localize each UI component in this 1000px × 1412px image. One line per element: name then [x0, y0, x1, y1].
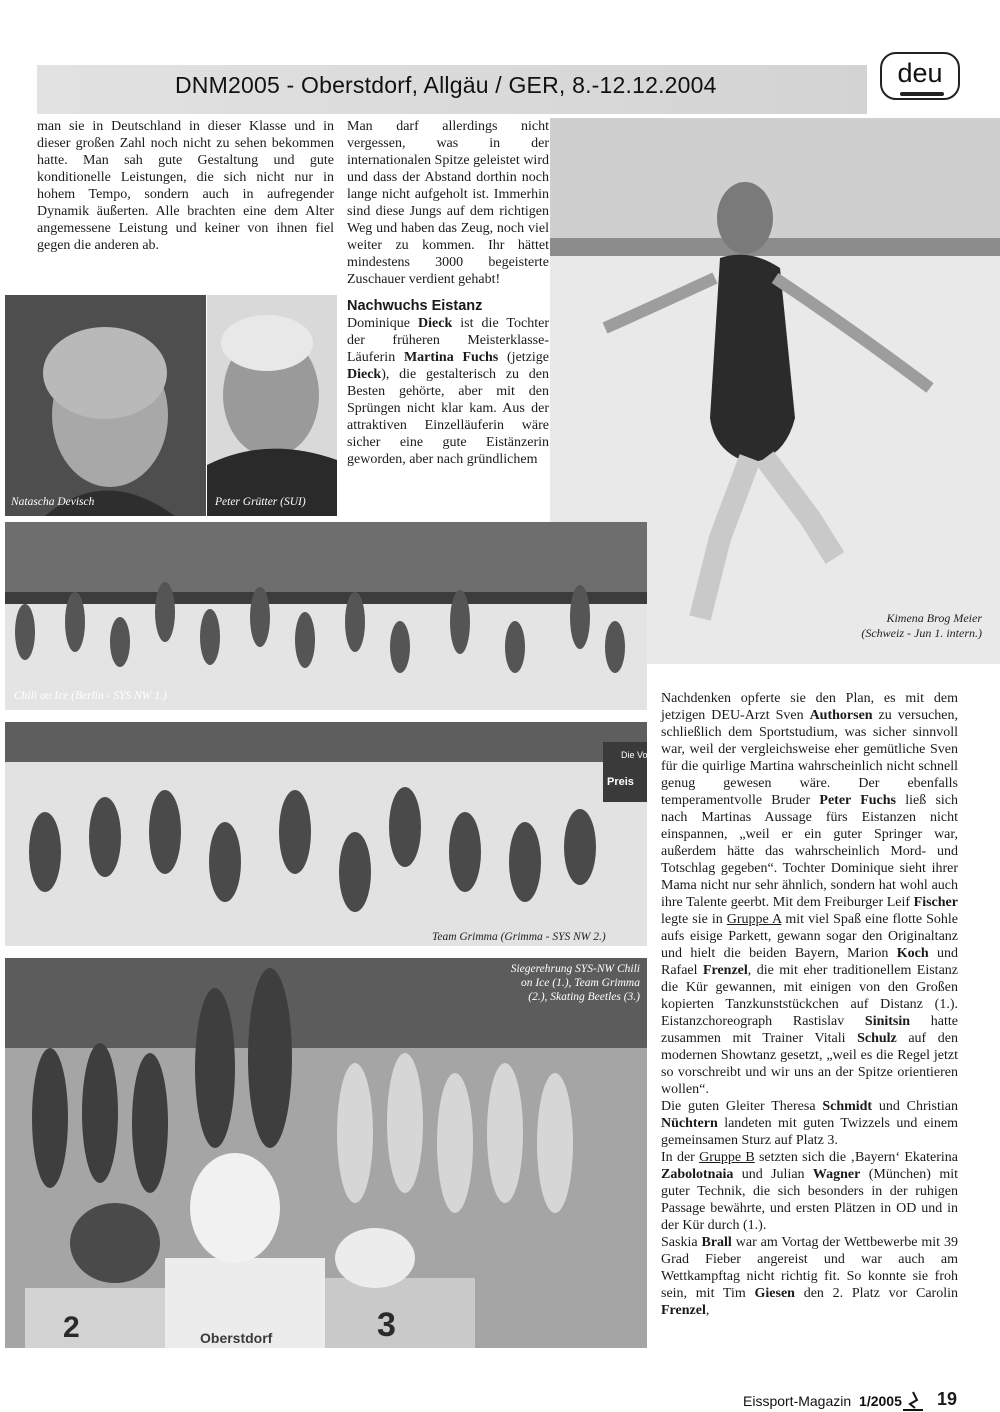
- synchro-team-image: [5, 722, 647, 946]
- paragraph: In der Gruppe B setzten sich die ‚Bayern‘ Ekaterina Zabolotnaia und Julian Wagner (München) mit guter Technik, die sich besonders in der ruhigen Passage bewährte, und ersten Plätzen in OD und in der Kür durch (1.).: [661, 1150, 958, 1233]
- paragraph: Saskia Brall war am Vortag der Wettbewerbe mit 39 Grad Fieber angereist und war auch am Wettkampftag nicht richtig fit. So konnte sie froh sein, mit Tim Giesen den 2. Platz vor Carolin Frenzel,: [661, 1235, 958, 1318]
- photo-natascha-devisch: [5, 295, 206, 516]
- skater-logo-icon: [901, 1390, 925, 1412]
- photo-caption: Siegerehrung SYS-NW Chili on Ice (1.), Team Grimma (2.), Skating Beetles (3.): [510, 963, 640, 1003]
- subheading: Nachwuchs Eistanz: [347, 298, 483, 314]
- skate-blade-icon: [900, 92, 944, 96]
- paragraph: Nachdenken opferte sie den Plan, es mit dem jetzigen DEU-Arzt Sven Authorsen zu versuchen, schließlich dem Sportstudium, was sicher sinnvoll war, weil der vergleichsweise eher gemütliche Sven für die quirlige Martina wahrscheinlich nicht schnell genug gewesen wäre. Der ebenfalls temperamentvolle Bruder Peter Fuchs ließ sich nach Martinas Aussage fürs Eistanzen nicht einspannen, „weil er ein guter Springer war, außerdem hätte das wahrscheinlich Mord- und Totschlag gegeben“. Tochter Dominique sieht ihrer Mama nicht nur sehr ähnlich, sondern hat wohl auch ihre Talente geerbt. Mit dem Freiburger Leif Fischer legte sie in Gruppe A mit viel Spaß eine flotte Sohle aufs eisige Parkett, gewann sogar den Originaltanz und hielt die beiden Bayern, Marion Koch und Rafael Frenzel, die mit eher traditionellem Eistanz die Kür gewannen, mit einigen von den Großen kopierten Tanzkunststückchen auf Distanz (1.). Eistanzchoreograph Rastislav Sinitsin hatte zusammen mit Trainer Vitali Schulz auf den modernen Showtanz gesetzt, „weil es die Regel jetzt so vorschreibt und wir uns an der Spitze orientieren wollen“.: [661, 691, 959, 1097]
- paragraph: Dominique Dieck ist die Tochter der früheren Meisterklasse-Läuferin Martina Fuchs (jetzige Dieck), die gestalterisch zu den Besten gehörte, aber mit den Sprüngen nicht klar kam. Aus der attraktiven Einzelläuferin wäre sicher eine gute Eistänzerin geworden, aber nach gründlichem: [347, 316, 549, 467]
- column-3-text: [661, 690, 958, 1319]
- photo-caption: [790, 611, 982, 641]
- portrait-woman-image: [5, 295, 206, 516]
- podium-number: 2: [63, 1311, 80, 1344]
- paragraph: man sie in Deutschland in dieser Klasse und in dieser großen Zahl noch nicht zu sehen bekommen hatte. Man sah gute Gestaltung und gute konditionelle Leistungen, die sich nicht nur in hohem Tempo, sondern auch in aufregender Dynamik äußerten. Alle brachten eine dem Alter angemessene Leistung und keiner von ihnen fiel gegen die anderen ab.: [37, 119, 334, 253]
- podium-ceremony-image: [5, 958, 647, 1348]
- column-1-text: [37, 118, 334, 254]
- column-2-text: [347, 118, 549, 468]
- photo-caption: Team Grimma (Grimma - SYS NW 2.): [432, 931, 606, 943]
- podium-banner-text: Oberstdorf: [200, 1330, 273, 1346]
- caption-line: (Schweiz - Jun 1. intern.): [861, 626, 982, 640]
- deu-logo: [880, 52, 960, 100]
- paragraph: Man darf allerdings nicht vergessen, was in der internationalen Spitze geleistet wird und dass der Abstand dorthin noch lange nicht aufgeholt ist. Immerhin sind diese Jungs auf dem richtigen Weg und haben das Zeug, noch viel weiter zu kommen. Ihr hättet mindestens 3000 begeisterte Zuschauer verdient gehabt!: [347, 119, 549, 287]
- photo-caption: Natascha Devisch: [11, 496, 95, 508]
- photo-peter-gruetter: [207, 295, 337, 516]
- footer-magazine: [743, 1393, 902, 1409]
- magazine-name: Eissport-Magazin: [743, 1393, 852, 1409]
- synchro-team-image: [5, 522, 647, 710]
- photo-team-grimma: [5, 722, 687, 946]
- page-title: DNM2005 - Oberstdorf, Allgäu / GER, 8.-12.12.2004: [175, 72, 717, 98]
- page-number: 19: [937, 1389, 958, 1409]
- logo-text: deu: [897, 58, 943, 88]
- portrait-man-image: [207, 295, 337, 516]
- photo-caption: Peter Grütter (SUI): [215, 496, 306, 508]
- banner-text: Preis: [607, 776, 634, 788]
- podium-number: 3: [377, 1306, 396, 1344]
- photo-chili-on-ice: [5, 522, 647, 710]
- photo-caption: Chili on Ice (Berlin - SYS NW 1.): [14, 690, 167, 702]
- photo-siegerehrung: [5, 958, 647, 1348]
- paragraph: Die guten Gleiter Theresa Schmidt und Christian Nüchtern landeten mit guten Twizzels und einem gemeinsamen Sturz auf Platz 3.: [661, 1099, 958, 1148]
- banner-text: Die Vorteile sind: [621, 750, 687, 760]
- caption-line: Kimena Brog Meier: [886, 611, 982, 625]
- issue-number: 1/2005: [859, 1393, 902, 1409]
